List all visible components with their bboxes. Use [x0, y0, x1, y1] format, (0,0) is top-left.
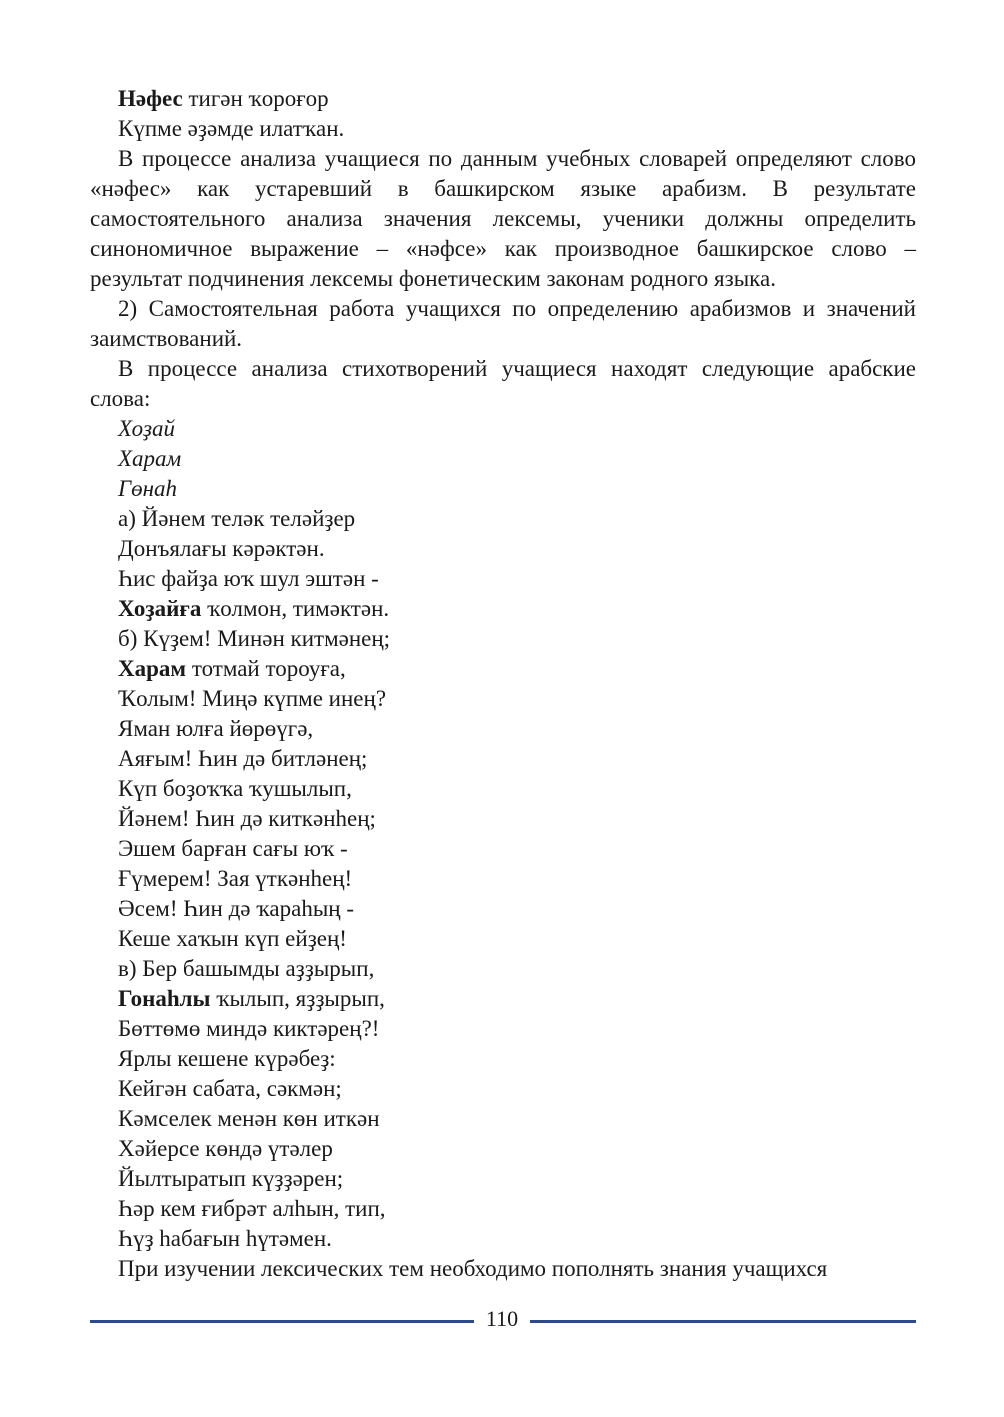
verse-line: Кеше хаҡын күп ейҙең!: [118, 926, 347, 951]
verse-line: Һүҙ һабағын һүтәмен.: [118, 1226, 332, 1251]
paragraph: 2) Самостоятельная работа учащихся по определению арабизмов и значений заимствований.: [90, 296, 916, 351]
verse-line: Күпме әҙәмде илатҡан.: [118, 116, 345, 141]
verse-line: Донъялағы кәрәктән.: [118, 536, 325, 561]
page-footer: [90, 1304, 916, 1338]
footer-rule-right: [530, 1320, 916, 1323]
page-number: 110: [485, 1306, 519, 1331]
verse-line: Әсем! Һин дә ҡараһың -: [118, 896, 355, 921]
verse-line: Ярлы кешене күрәбеҙ:: [118, 1046, 336, 1071]
verse-line: Хәйерсе көндә үтәлер: [118, 1136, 333, 1161]
verse-line: Йылтыратып күҙҙәрен;: [118, 1166, 344, 1191]
verse-line: Кейгән сабата, сәкмән;: [118, 1076, 342, 1101]
verse-text: ҡылып, яҙҙырып,: [210, 986, 385, 1011]
verse-line: Һәр кем ғибрәт алһын, тип,: [118, 1196, 386, 1221]
verse-line: Кәмселек менән көн иткән: [118, 1106, 380, 1131]
bold-term: Хоҙайға: [118, 596, 202, 621]
bold-term: Нәфес: [118, 86, 183, 111]
bold-term: Гонаһлы: [118, 986, 211, 1011]
body-text: [90, 84, 916, 1284]
verse-line: [90, 984, 916, 1014]
verse-text: тигән ҡороғор: [182, 86, 329, 111]
verse-line: а) Йәнем теләк теләйҙер: [118, 506, 356, 531]
verse-line: б) Күҙем! Минән китмәнең;: [118, 626, 391, 651]
paragraph: В процессе анализа учащиеся по данным учебных словарей определяют слово «нәфес» как устаревший в башкирском языке арабизм. В результате самостоятельного анализа значения лексемы, ученики должны определить синономичное выражение – «нәфсе» как производное башкирское слово – результат подчинения лексемы фонетическим законам родного языка.: [90, 146, 916, 291]
arabic-word: Харам: [118, 446, 182, 471]
verse-text: ҡолмон, тимәктән.: [201, 596, 390, 621]
verse-line: [90, 84, 916, 114]
arabic-word: Гөнаһ: [118, 476, 177, 501]
verse-line: в) Бер башымды аҙҙырып,: [118, 956, 375, 981]
bold-term: Харам: [118, 656, 187, 681]
verse-line: Ғүмерем! Зая үткәнһең!: [118, 866, 353, 891]
paragraph: При изучении лексических тем необходимо пополнять знания учащихся: [118, 1256, 828, 1281]
verse-line: Һис файҙа юҡ шул эштән -: [118, 566, 379, 591]
verse-line: Йәнем! Һин дә киткәнһең;: [118, 806, 376, 831]
verse-line: [90, 594, 916, 624]
verse-line: Эшем барған сағы юҡ -: [118, 836, 348, 861]
arabic-word: Хоҙай: [118, 416, 176, 441]
verse-line: Күп боҙоҡҡа ҡушылып,: [118, 776, 352, 801]
paragraph: В процессе анализа стихотворений учащиеся находят следующие арабские слова:: [90, 356, 916, 411]
verse-line: [90, 654, 916, 684]
verse-text: тотмай тороуға,: [186, 656, 346, 681]
verse-line: Аяғым! Һин дә битләнең;: [118, 746, 368, 771]
footer-rule-left: [90, 1320, 474, 1323]
verse-line: Бөттөмө миндә киктәрең?!: [118, 1016, 380, 1041]
verse-line: Яман юлға йөрөүгә,: [118, 716, 314, 741]
verse-line: Ҡолым! Миңә күпме инең?: [118, 686, 387, 711]
